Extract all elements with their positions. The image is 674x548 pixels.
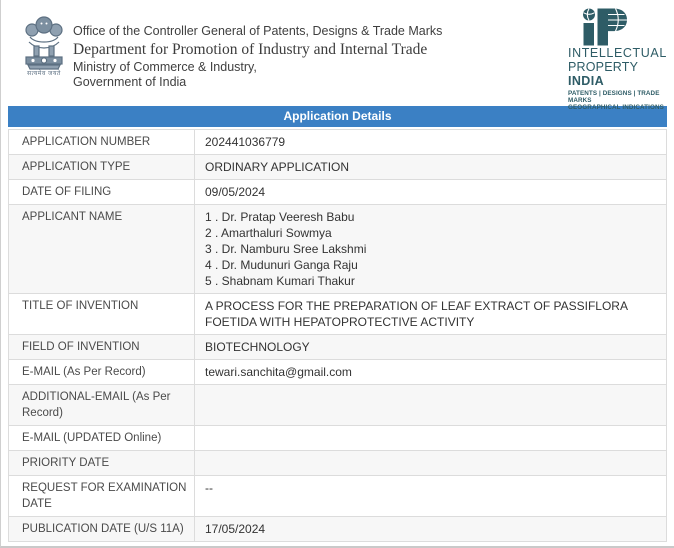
row-label: REQUEST FOR EXAMINATION DATE [9, 476, 195, 517]
table-row [9, 476, 667, 517]
row-label: FIELD OF INVENTION [9, 335, 195, 360]
row-label: E-MAIL (As Per Record) [9, 360, 195, 385]
row-value-line: 5 . Shabnam Kumari Thakur [205, 274, 355, 288]
row-label: E-MAIL (UPDATED Online) [9, 426, 195, 451]
table-row [9, 360, 667, 385]
row-value: 202441036779 [195, 130, 667, 155]
row-value-line: 3 . Dr. Namburu Sree Lakshmi [205, 242, 367, 256]
office-address-block [73, 24, 442, 89]
table-row [9, 294, 667, 335]
row-value: tewari.sanchita@gmail.com [195, 360, 667, 385]
row-value: A PROCESS FOR THE PREPARATION OF LEAF EXTRACT OF PASSIFLORA FOETIDA WITH HEPATOPROTECTIVE ACTIVITY [195, 294, 667, 335]
office-line-controller-general: Office of the Controller General of Patents, Designs & Trade Marks [73, 24, 443, 38]
row-label: APPLICATION TYPE [9, 155, 195, 180]
main-content [8, 106, 667, 542]
table-row [9, 517, 667, 542]
table-row [9, 426, 667, 451]
row-label: TITLE OF INVENTION [9, 294, 195, 335]
table-row [9, 180, 667, 205]
row-label: PRIORITY DATE [9, 451, 195, 476]
row-value: ORDINARY APPLICATION [195, 155, 667, 180]
table-row [9, 335, 667, 360]
row-value-line: 2 . Amarthaluri Sowmya [205, 226, 332, 240]
row-value: BIOTECHNOLOGY [195, 335, 667, 360]
row-value: -- [195, 476, 667, 517]
application-details-header-bar: Application Details [8, 106, 667, 127]
page-header [1, 0, 674, 111]
ip-india-tagline-patents: PATENTS | DESIGNS | TRADE MARKS [568, 90, 660, 104]
row-value: 09/05/2024 [195, 180, 667, 205]
ashoka-lion-capital-icon [21, 13, 67, 71]
row-value [195, 451, 667, 476]
application-details-table [8, 129, 667, 542]
row-value [195, 426, 667, 451]
office-line-ministry: Ministry of Commerce & Industry, [73, 60, 257, 74]
row-value [195, 205, 667, 294]
ip-monogram-icon [568, 8, 664, 46]
table-row [9, 155, 667, 180]
row-label: ADDITIONAL-EMAIL (As Per Record) [9, 385, 195, 426]
table-row [9, 130, 667, 155]
row-label: DATE OF FILING [9, 180, 195, 205]
row-label: APPLICATION NUMBER [9, 130, 195, 155]
details-table-body [9, 130, 667, 542]
ip-india-wordmark-line2: PROPERTY INDIA [568, 60, 638, 88]
row-value-line: 1 . Dr. Pratap Veeresh Babu [205, 210, 355, 224]
table-row [9, 451, 667, 476]
office-line-government: Government of India [73, 75, 187, 89]
table-row [9, 205, 667, 294]
row-value [195, 385, 667, 426]
row-label: PUBLICATION DATE (U/S 11A) [9, 517, 195, 542]
row-value: 17/05/2024 [195, 517, 667, 542]
row-label: APPLICANT NAME [9, 205, 195, 294]
ip-india-wordmark-line1: INTELLECTUAL [568, 46, 667, 60]
row-value-line: 4 . Dr. Mudunuri Ganga Raju [205, 258, 358, 272]
table-row [9, 385, 667, 426]
office-line-department: Department for Promotion of Industry and Internal Trade [73, 41, 428, 58]
india-national-emblem [21, 13, 67, 78]
ip-india-logo [568, 8, 667, 111]
emblem-motto-text: सत्यमेव जयते [27, 71, 61, 77]
ip-india-tagline-gi: GEOGRAPHICAL INDICATIONS [568, 104, 664, 111]
